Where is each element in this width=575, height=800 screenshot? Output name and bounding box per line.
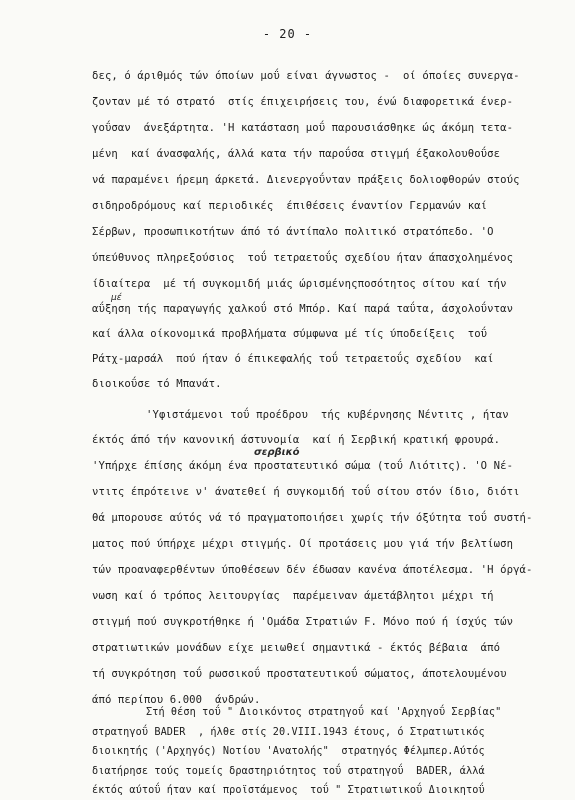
handwritten-insertion: μέ <box>111 293 122 303</box>
text-line: έκτός αύτοΰ ήταν καί προϊστάμενος τοΰ " Στρατιωτικοΰ Διοικητοΰ <box>92 785 485 796</box>
text-line: στρατιωτικών μονάδων είχε μειωθεί σημαντικά - έκτός βέβαια άπό <box>92 642 501 654</box>
text-line: δες, ό άριθμός τών όποίων μοΰ είναι άγνωστος - οί όποίες συνεργα- <box>92 70 520 82</box>
text-line: 'Υπήρχε έπίσης άκόμη ένα προστατευτικό σώμα (τοΰ Λιότιτς). 'Ο Νέ- <box>92 460 514 472</box>
text-line: στρατηγοΰ BADER , ήλθε στίς 20.VIII.1943 έτους, ό Στρατιωτικός <box>92 726 485 738</box>
text-line: στιγμή πού συγκροτήθηκε ή 'Ομάδα Στρατιών F. Μόνο πού ή ίσχύς τών <box>92 616 514 628</box>
text-line: διατήρησε τούς τομείς δραστηριότητος τοΰ στρατηγοΰ BADER, άλλά <box>92 765 485 777</box>
text-line: αΰξηση τής παραγωγής χαλκοΰ στό Μπόρ. Καί παρά ταΰτα, άσχολοΰνταν <box>92 303 514 315</box>
text-line: ύπεύθυνος πληρεξούσιος τοΰ τετραετοΰς σχεδίου ήταν άπασχολημένος <box>92 252 514 264</box>
text-line: Ράτχ-μαρσάλ πού ήταν ό έπικεφαλής τοΰ τετραετοΰς σχεδίου καί <box>92 353 494 365</box>
text-line: τή συγκρότηση τοΰ ρωσσικοΰ προστατευτικοΰ σώματος, άποτελουμένου <box>92 668 507 680</box>
text-line: Στή θέση τοΰ " Διοικόντος στρατηγοΰ καί 'Αρχηγοΰ Σερβίας" <box>146 707 502 718</box>
text-line: καί άλλα οίκονομικά προβλήματα σύμφωνα μέ τίς ύποδείξεις τοΰ <box>92 328 488 340</box>
text-line: άπό περίπου 6.000 άνδρών. <box>92 694 261 706</box>
text-line: ζονταν μέ τό στρατό στίς έπιχειρήσεις του, ένώ διαφορετικά ένερ- <box>92 96 514 108</box>
text-line: τών προαναφερθέντων ύποθέσεων δέν έδωσαν κανένα άποτέλεσμα. 'Η όργά- <box>92 564 533 576</box>
text-line: διοικοΰσε τό Μπανάτ. <box>92 378 222 390</box>
text-line: θά μπορουσε αύτός νά τό πραγματοποιήσει χωρίς τήν όξύτητα τοΰ συστή- <box>92 512 533 524</box>
text-line: ίδιαίτερα μέ τή συγκομιδή μιάς ώρισμένηςποσότητος σίτου καί τήν <box>92 278 507 290</box>
text-line: μένη καί άνασφαλής, άλλά κατα τήν παροΰσα στιγμή έξακολουθοΰσε <box>92 148 501 160</box>
text-line: ματος πού ύπήρχε μέχρι στιγμής. Οί προτάσεις μου γιά τήν βελτίωση <box>92 538 514 550</box>
text-line: διοικητής ('Αρχηγός) Νοτίου 'Ανατολής" στρατηγός Φέλμπερ.Αύτός <box>92 746 485 757</box>
page-number: - 20 - <box>262 27 313 41</box>
text-line: νά παραμένει ήρεμη άρκετά. Διενεργοΰνταν πράξεις δολιοφθορών στούς <box>92 174 520 186</box>
handwritten-insertion: σερβικό <box>254 447 300 458</box>
text-line: 'Υφιστάμενοι τοΰ προέδρου τής κυβέρνησης Νέντιτς , ήταν <box>146 409 509 421</box>
text-line: νωση καί ό τρόπος λειτουργίας παρέμειναν άμετάβλητοι μέχρι τή <box>92 590 494 602</box>
text-line: Σέρβων, προσωπικοτήτων άπό τό άντίπαλο πολιτικό στρατόπεδο. 'Ο <box>92 226 494 238</box>
text-line: έκτός άπό τήν κανονική άστυνομία καί ή Σερβική κρατική φρουρά. <box>92 434 501 446</box>
text-line: γοΰσαν άνεξάρτητα. 'Η κατάσταση μοΰ παρουσιάσθηκε ώς άκόμη τετα- <box>92 122 514 134</box>
text-line: σιδηροδρόμους καί περιοδικές έπιθέσεις έναντίον Γερμανών καί <box>92 200 488 212</box>
text-line: ντιτς έπρότεινε ν' άνατεθεί ή συγκομιδή τοΰ σίτου στόν ίδιο, διότι <box>92 486 520 498</box>
